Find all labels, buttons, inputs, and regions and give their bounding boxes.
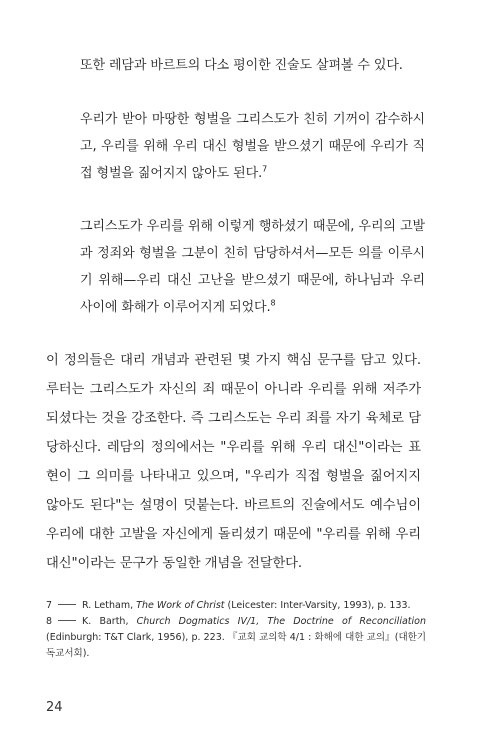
footnote-number: 8 <box>46 616 53 627</box>
body-paragraph: 이 정의들은 대리 개념과 관련된 몇 가지 핵심 문구를 담고 있다. 루터는 그리스도가 자신의 죄 때문이 아니라 우리를 위해 저주가 되셨다는 것을 강조한다. 즉 그리스도는 우리 죄를 자기 육체로 담당하신다. 레담의 정의에서는 "우리를 위해 우리 대신"이라는 표현이 그 의미를 나타내고 있으며, "우리가 직접 형벌을 짊어지지 않아도 된다"는 설명이 덧붙는다. 바르트의 진술에서도 예수님이 우리에 대한 고발을 자신에게 돌리셨기 때문에 "우리를 위해 우리 대신"이라는 문구가 동일한 개념을 전달한다. <box>46 353 421 571</box>
footnote-marker: 7 <box>262 164 268 174</box>
footnote-book-title: Church Dogmatics IV/1, The Doctrine of Reconciliation <box>136 616 426 627</box>
page-number: 24 <box>46 700 63 715</box>
block-quote-letham <box>80 106 425 187</box>
footnote-publication: (Edinburgh: T&T Clark, 1956), p. 223. 『교회 교의학 4/1 : 화해에 대한 교의』(대한기독교서회). <box>46 632 426 659</box>
footnote-author: K. Barth, <box>82 616 137 627</box>
intro-sentence: 또한 레담과 바르트의 다소 평이한 진술도 살펴볼 수 있다. <box>80 58 403 73</box>
footnote-author: R. Letham, <box>82 600 137 611</box>
footnote-7 <box>46 598 426 614</box>
footnote-dash <box>58 604 76 605</box>
footnote-8 <box>46 614 426 662</box>
footnote-dash <box>58 620 76 621</box>
block-quote-text: 그리스도가 우리를 위해 이렇게 행하셨기 때문에, 우리의 고발과 정죄와 형벌을 그분이 친히 담당하셔서—모든 의를 이루시기 위해—우리 대신 고난을 받으셨기 때문에, 하나님과 우리 사이에 화해가 이루어지게 되었다. <box>80 219 425 315</box>
footnotes <box>46 598 426 662</box>
block-quote-barth <box>80 213 425 321</box>
footnote-marker: 8 <box>270 298 276 308</box>
block-quote-text: 우리가 받아 마땅한 형벌을 그리스도가 친히 기꺼이 감수하시고, 우리를 위해 우리 대신 형벌을 받으셨기 때문에 우리가 직접 형벌을 짊어지지 않아도 된다. <box>80 112 425 181</box>
footnote-book-title: The Work of Christ <box>136 600 225 611</box>
footnote-number: 7 <box>46 600 53 611</box>
footnote-publication: (Leicester: Inter-Varsity, 1993), p. 133. <box>224 600 411 611</box>
